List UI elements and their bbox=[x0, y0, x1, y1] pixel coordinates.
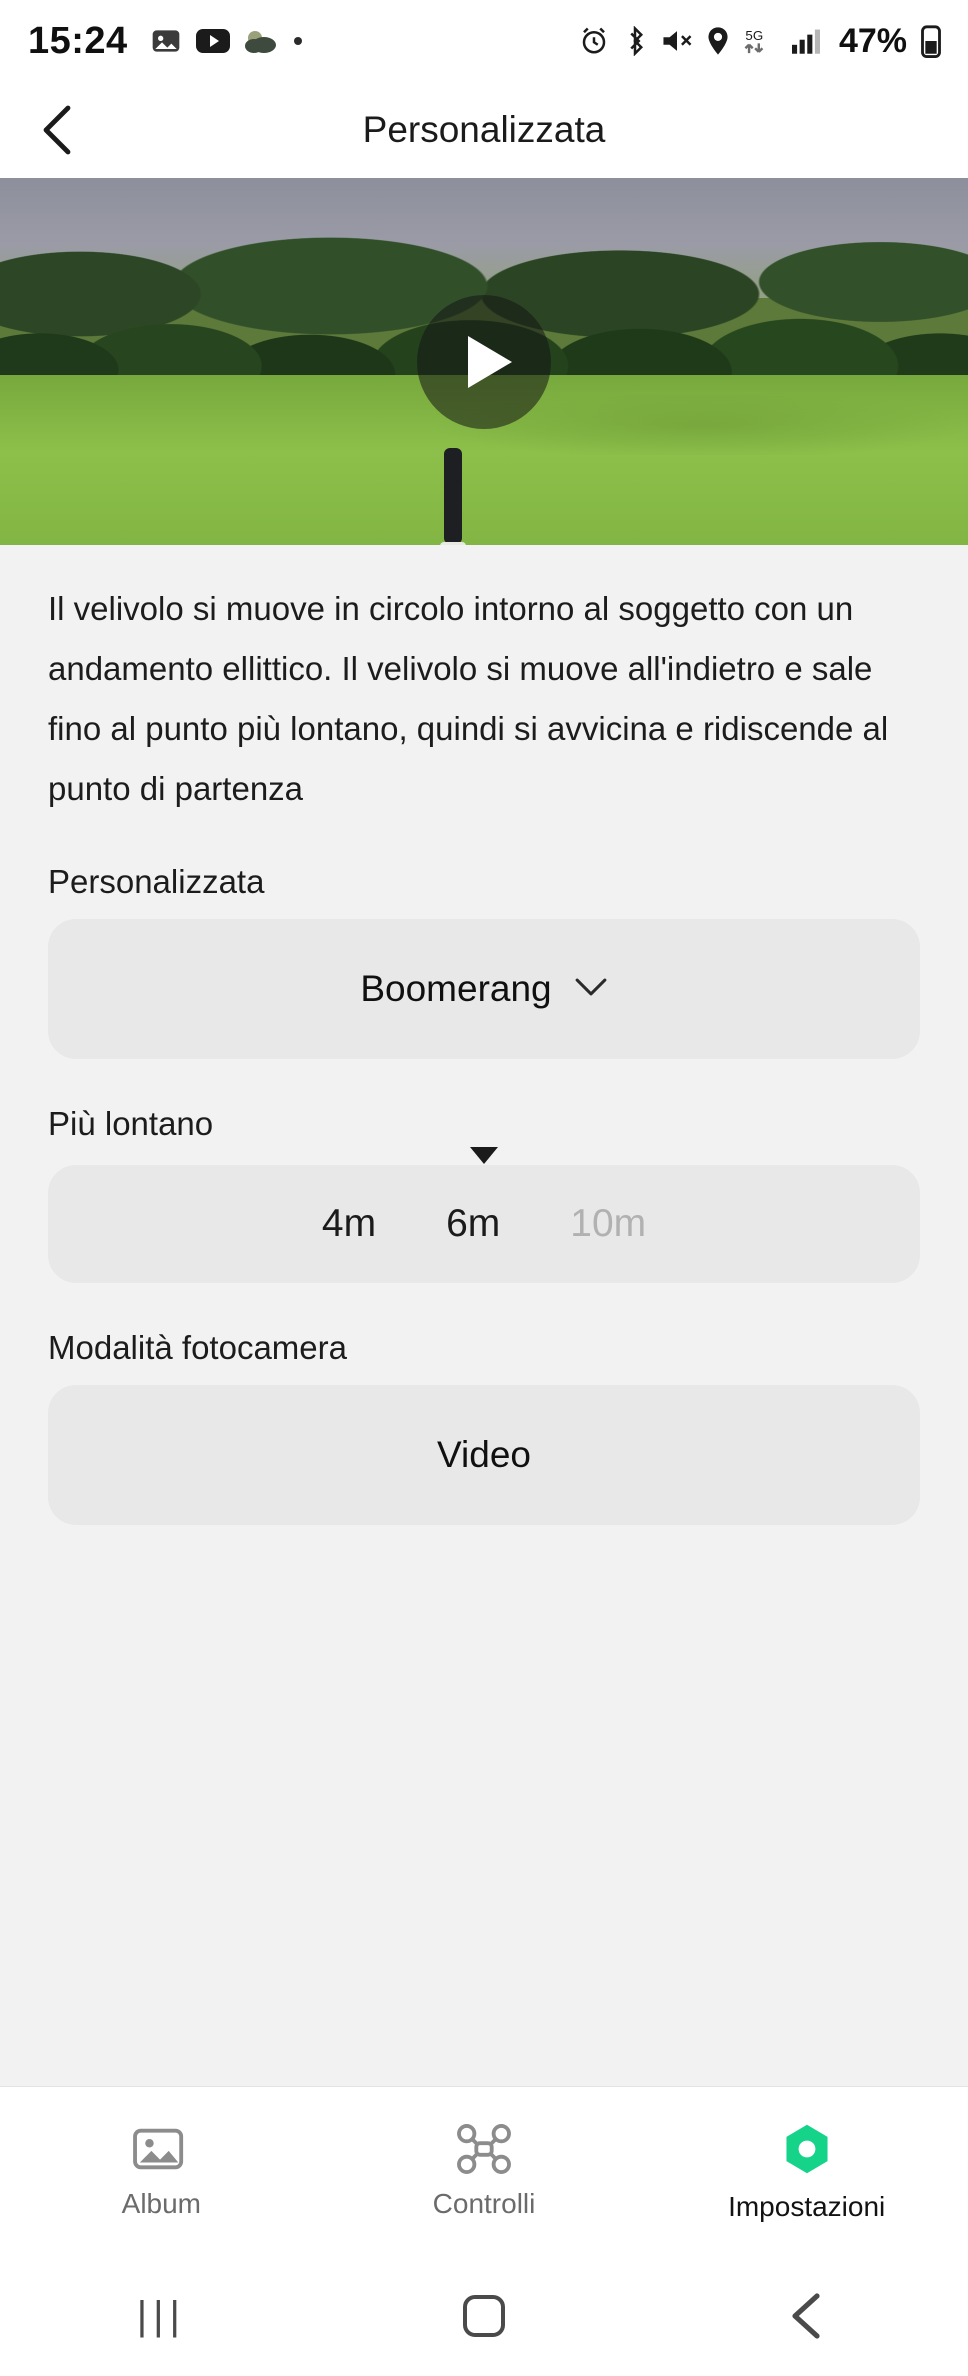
video-preview[interactable] bbox=[0, 178, 968, 545]
distance-selector-wrap bbox=[48, 1165, 920, 1283]
selected-marker-icon bbox=[470, 1147, 498, 1164]
main-content bbox=[0, 545, 968, 2086]
back-button[interactable] bbox=[10, 82, 106, 178]
nav-item-album[interactable] bbox=[0, 2124, 323, 2220]
preset-label: Personalizzata bbox=[48, 863, 265, 900]
battery-icon bbox=[920, 24, 942, 58]
weather-icon bbox=[244, 27, 278, 55]
nav-item-impostazioni[interactable] bbox=[645, 2121, 968, 2223]
battery-percent: 47% bbox=[838, 21, 907, 60]
camera-mode-value: Video bbox=[437, 1434, 531, 1475]
distance-option-1[interactable]: 6m bbox=[446, 1202, 501, 1245]
description-text: Il velivolo si muove in circolo intorno al soggetto con un andamento ellittico. Il velivolo si muove all'indietro e sale fino al punto più lontano, quindi si avvicina e ridiscende al punto di partenza bbox=[48, 590, 889, 807]
distance-selector[interactable] bbox=[48, 1165, 920, 1283]
camera-mode-field[interactable] bbox=[48, 1385, 920, 1525]
subject-figure bbox=[444, 448, 462, 544]
preset-dropdown[interactable] bbox=[48, 919, 920, 1059]
back-chevron-icon bbox=[38, 104, 78, 156]
distance-option-2[interactable]: 10m bbox=[570, 1202, 647, 1245]
system-home-button[interactable] bbox=[323, 2295, 646, 2337]
album-icon bbox=[132, 2124, 190, 2174]
app-bar bbox=[0, 82, 968, 178]
play-button[interactable] bbox=[417, 295, 551, 429]
distance-option-0[interactable]: 4m bbox=[321, 1202, 377, 1245]
nav-label-impostazioni: Impostazioni bbox=[728, 2190, 886, 2222]
hexagon-icon bbox=[778, 2121, 836, 2177]
system-nav-bar bbox=[0, 2256, 968, 2376]
system-back-button[interactable] bbox=[645, 2292, 968, 2340]
status-bar bbox=[0, 0, 968, 82]
status-right-icons bbox=[579, 22, 942, 61]
dot-icon bbox=[292, 35, 304, 47]
play-icon bbox=[468, 336, 512, 388]
svg-text:5G: 5G bbox=[745, 27, 764, 43]
status-clock: 15:24 bbox=[28, 19, 128, 62]
nav-item-controlli[interactable] bbox=[323, 2124, 646, 2220]
drone-icon bbox=[456, 2124, 512, 2174]
home-icon bbox=[463, 2295, 505, 2337]
nav-label-album: Album bbox=[121, 2187, 202, 2219]
system-back-icon bbox=[787, 2292, 827, 2340]
5g-icon bbox=[743, 26, 777, 56]
alarm-icon bbox=[579, 26, 609, 56]
distance-label: Più lontano bbox=[48, 1105, 214, 1142]
bottom-nav bbox=[0, 2086, 968, 2256]
nav-label-controlli: Controlli bbox=[432, 2187, 536, 2219]
gallery-icon bbox=[150, 25, 182, 57]
location-icon bbox=[706, 26, 730, 56]
bluetooth-icon bbox=[622, 26, 648, 56]
chevron-down-icon bbox=[574, 977, 608, 1002]
mute-icon bbox=[661, 27, 693, 55]
preset-value: Boomerang bbox=[360, 968, 552, 1009]
system-recents-button[interactable] bbox=[0, 2294, 323, 2339]
page-title: Personalizzata bbox=[362, 109, 606, 150]
signal-icon bbox=[790, 27, 822, 55]
camera-mode-label: Modalità fotocamera bbox=[48, 1329, 347, 1366]
youtube-icon bbox=[196, 28, 230, 54]
recents-icon: ||| bbox=[136, 2293, 186, 2338]
status-left-icons bbox=[150, 25, 304, 57]
